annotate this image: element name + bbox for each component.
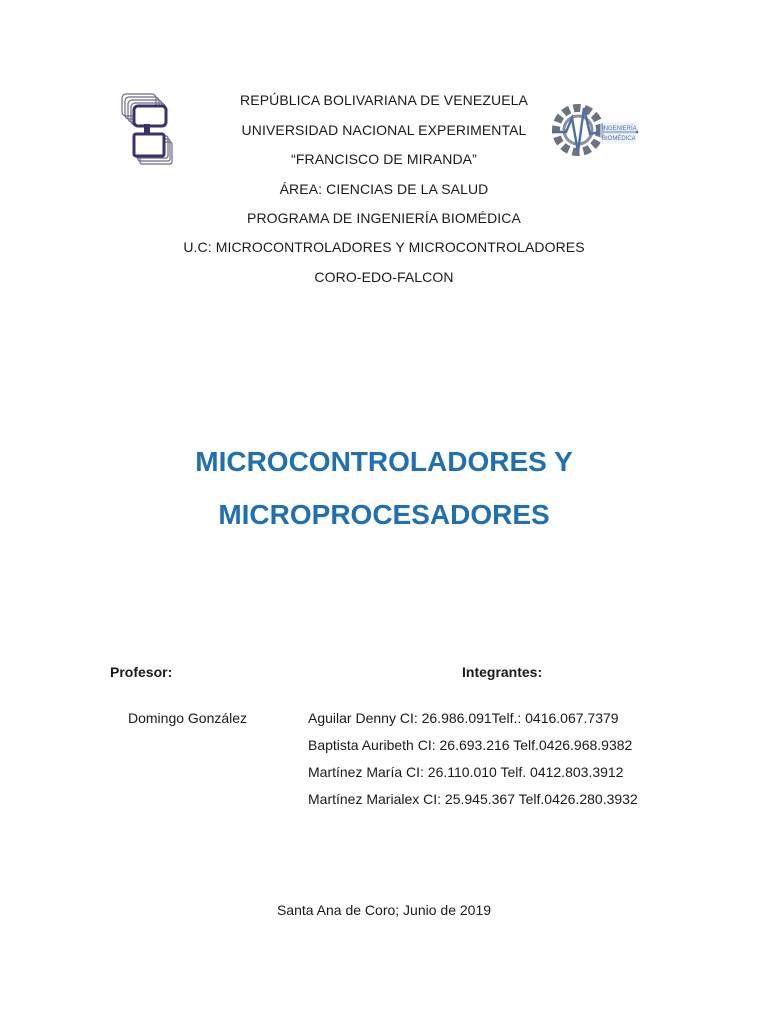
header-location: CORO-EDO-FALCON [314, 269, 454, 285]
header-course: U.C: MICROCONTROLADORES Y MICROCONTROLADORES [183, 239, 585, 255]
svg-text:BIOMÉDICA: BIOMÉDICA [602, 136, 636, 142]
list-item: Aguilar Denny CI: 26.986.091Telf.: 0416.067.7379 [308, 710, 619, 726]
members-label: Integrantes: [462, 664, 543, 680]
list-item: Baptista Auribeth CI: 26.693.216 Telf.0426.968.9382 [308, 737, 633, 753]
list-item: Martínez Marialex CI: 25.945.367 Telf.0426.280.3932 [308, 791, 638, 807]
document-title-line-1: MICROCONTROLADORES Y [195, 446, 573, 477]
place-date: Santa Ana de Coro; Junio de 2019 [276, 902, 492, 918]
header-country: REPÚBLICA BOLIVARIANA DE VENEZUELA [240, 92, 528, 108]
header-university-name: “FRANCISCO DE MIRANDA” [291, 151, 477, 167]
document-title-line-2: MICROPROCESADORES [218, 499, 550, 530]
header-area: ÁREA: CIENCIAS DE LA SALUD [279, 181, 489, 197]
members-list [308, 709, 638, 817]
header-university: UNIVERSIDAD NACIONAL EXPERIMENTAL [241, 122, 527, 138]
professor-label: Profesor: [110, 664, 173, 680]
header-program: PROGRAMA DE INGENIERÍA BIOMÉDICA [247, 210, 521, 226]
professor-name: Domingo González [128, 710, 248, 726]
list-item: Martínez María CI: 26.110.010 Telf. 0412.803.3912 [308, 764, 624, 780]
svg-text:INGENIERÍA: INGENIERÍA [602, 126, 637, 132]
